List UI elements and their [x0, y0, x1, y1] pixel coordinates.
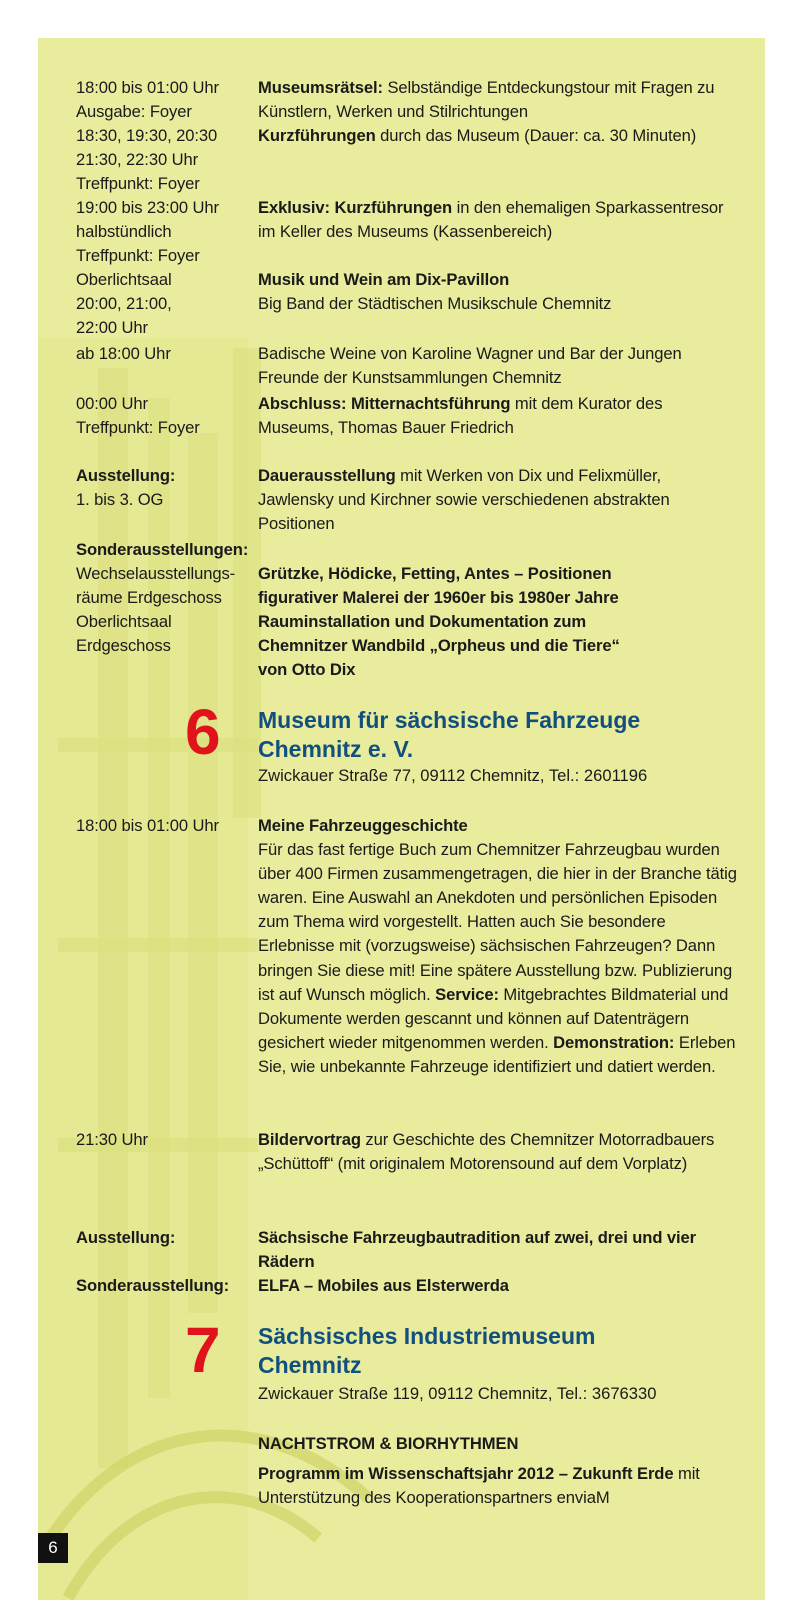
entry-text: mit dem Kurator des Museums, Thomas Bauer Friedrich — [258, 394, 663, 438]
event-time: 21:30 Uhr — [76, 1130, 148, 1149]
special-exhibitions-label: Sonderausstellungen: — [76, 540, 249, 559]
museum-number-6: 6 — [185, 696, 221, 768]
room-text: Erdgeschoss — [76, 636, 171, 656]
entry-title: Exklusiv: Kurzführungen — [258, 198, 453, 217]
room-text: Wechselausstellungs- — [76, 564, 236, 584]
special-exhibitions-labels — [76, 538, 266, 658]
entry-text: Selbständige Entdeckungstour mit Fragen zu Künstlern, Werken und Stilrichtungen — [258, 78, 715, 122]
entry-text: Badische Weine von Karoline Wagner und Bar der Jungen Freunde der Kunstsammlungen Chemnitz — [258, 344, 682, 388]
schedule-location-text: Ausgabe: Foyer — [76, 102, 192, 122]
schedule-time-text: 20:00, 21:00, — [76, 294, 172, 314]
schedule-location-text: Treffpunkt: Foyer — [76, 246, 200, 266]
special-exhibition-line: Chemnitzer Wandbild „Orpheus und die Tiere“ — [258, 636, 620, 656]
special-exhibition-line: von Otto Dix — [258, 660, 356, 680]
event-title: Meine Fahrzeuggeschichte — [258, 816, 468, 835]
special-exhibition-label: Sonderausstellung: — [76, 1276, 230, 1295]
museum-7-title — [258, 1322, 738, 1380]
schedule-entry-3 — [258, 196, 738, 244]
schedule-time-text: halbstündlich — [76, 222, 172, 242]
schedule-time-text: 22:00 Uhr — [76, 318, 148, 338]
museum-6-title — [258, 706, 738, 764]
schedule-time-1 — [76, 76, 256, 124]
entry-title: Kurzführungen — [258, 126, 376, 145]
entry-title: Abschluss: Mitternachtsführung — [258, 394, 511, 413]
service-label: Service: — [435, 984, 499, 1004]
exhibition-label-block — [76, 464, 256, 512]
schedule-time-text: 00:00 Uhr — [76, 394, 148, 413]
museum-number-7: 7 — [185, 1314, 221, 1386]
special-exhibition-line: Grützke, Hödicke, Fetting, Antes – Positionen — [258, 564, 612, 583]
schedule-time-text: ab 18:00 Uhr — [76, 344, 171, 363]
schedule-time-text: 18:00 bis 01:00 Uhr — [76, 78, 219, 97]
schedule-time-text: 19:00 bis 23:00 Uhr — [76, 198, 219, 217]
event-time: 18:00 bis 01:00 Uhr — [76, 816, 219, 835]
lecture-description — [258, 1128, 738, 1176]
schedule-time-4 — [76, 268, 256, 340]
schedule-entry-2 — [258, 124, 738, 148]
schedule-time-text: 21:30, 22:30 Uhr — [76, 150, 199, 170]
event-text: Erleben Sie, wie unbekannte Fahrzeuge identifiziert und datiert werden. — [258, 1032, 736, 1076]
special-exhibition-line: Rauminstallation und Dokumentation zum — [258, 612, 587, 632]
event-text: Mitgebrachtes Bildmaterial und Dokumente werden gescannt und können auf Datenträgern gesichert wieder mitgenommen werden. — [258, 984, 729, 1052]
title-line: Chemnitz e. V. — [258, 736, 414, 762]
schedule-time-text: 18:30, 19:30, 20:30 — [76, 126, 218, 145]
event-description — [258, 814, 738, 1079]
museum-6-address: Zwickauer Straße 77, 09112 Chemnitz, Tel.: 2601196 — [258, 766, 648, 785]
room-text: Oberlichtsaal — [76, 612, 172, 632]
lecture-text: zur Geschichte des Chemnitzer Motorradbauers „Schüttoff“ (mit originalem Motorensound auf dem Vorplatz) — [258, 1130, 715, 1174]
schedule-entry-5 — [258, 342, 738, 390]
entry-title: Musik und Wein am Dix-Pavillon — [258, 270, 510, 289]
entry-text: Big Band der Städtischen Musikschule Chemnitz — [258, 294, 612, 314]
entry-text: in den ehemaligen Sparkassentresor im Keller des Museums (Kassenbereich) — [258, 198, 724, 242]
schedule-entry-6 — [258, 392, 738, 440]
schedule-entry-1 — [258, 76, 738, 124]
schedule-time-2 — [76, 124, 256, 196]
event-text: Für das fast fertige Buch zum Chemnitzer Fahrzeugbau wurden über 400 Firmen zusammengetragen, die hier in der Branche tätig waren. Eine Auswahl an Anekdoten und persönlichen Episoden zum Thema wird vorgestellt. Hatten auch Sie besondere Erlebnisse mit (vorzugsweise) sächsischen Fahrzeugen? Dann bringen Sie diese mit! Eine spätere Ausstellung bzw. Publizierung ist auf Wunsch möglich. — [258, 840, 737, 1004]
schedule-location-text: Oberlichtsaal — [76, 270, 172, 289]
title-line: Sächsisches Industriemuseum — [258, 1323, 596, 1349]
schedule-location-text: Treffpunkt: Foyer — [76, 418, 200, 438]
page-number: 6 — [38, 1533, 68, 1563]
special-exhibition-line: figurativer Malerei der 1960er bis 1980er Jahre — [258, 588, 619, 608]
schedule-entry-4 — [258, 268, 738, 316]
lecture-title: Bildervortrag — [258, 1130, 361, 1149]
program-title: Programm im Wissenschaftsjahr 2012 – Zukunft Erde — [258, 1464, 674, 1483]
room-text: räume Erdgeschoss — [76, 588, 222, 608]
special-exhibitions-titles — [258, 562, 738, 682]
schedule-time-3 — [76, 196, 256, 268]
exhibition-text: mit Werken von Dix und Felixmüller, Jawlensky und Kirchner sowie verschiedenen abstrakten Positionen — [258, 466, 670, 534]
exhibition-description — [258, 464, 738, 536]
title-line: Museum für sächsische Fahrzeuge — [258, 707, 641, 733]
entry-title: Museumsrätsel: — [258, 78, 383, 97]
schedule-time-5 — [76, 342, 256, 366]
schedule-location-text: Treffpunkt: Foyer — [76, 174, 200, 194]
exhibition-label: Ausstellung: — [76, 466, 176, 485]
program-heading: NACHTSTROM & BIORHYTHMEN — [258, 1434, 519, 1453]
program-text: mit Unterstützung des Kooperationspartners enviaM — [258, 1464, 700, 1508]
demonstration-label: Demonstration: — [553, 1032, 675, 1052]
exhibition-floor: 1. bis 3. OG — [76, 490, 164, 510]
title-line: Chemnitz — [258, 1352, 362, 1378]
special-exhibition-title: ELFA – Mobiles aus Elsterwerda — [258, 1276, 509, 1295]
program-description — [258, 1462, 738, 1510]
museum-7-address: Zwickauer Straße 119, 09112 Chemnitz, Tel.: 3676330 — [258, 1384, 657, 1403]
exhibition-title: Dauerausstellung — [258, 466, 396, 485]
entry-text: durch das Museum (Dauer: ca. 30 Minuten) — [375, 126, 697, 145]
exhibition-label: Ausstellung: — [76, 1228, 176, 1247]
exhibition-title: Sächsische Fahrzeugbautradition auf zwei, drei und vier Rädern — [258, 1228, 697, 1272]
schedule-time-6 — [76, 392, 256, 440]
